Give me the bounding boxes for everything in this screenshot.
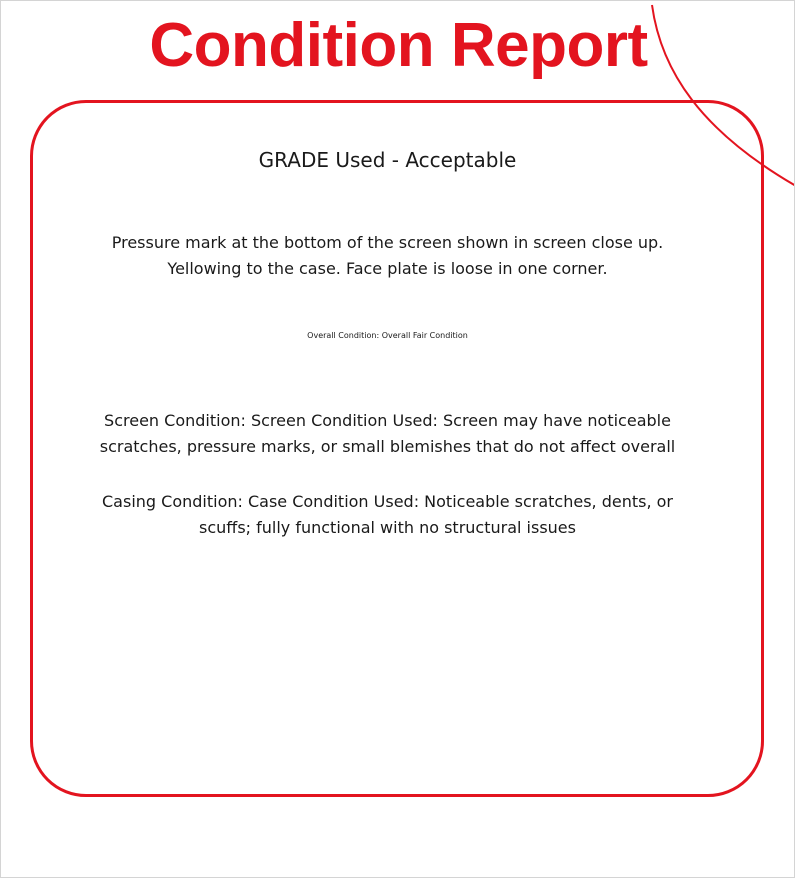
casing-condition: Casing Condition: Case Condition Used: Noticeable scratches, dents, or scuffs; fully functional with no structural issues — [102, 492, 673, 537]
screen-condition: Screen Condition: Screen Condition Used: Screen may have noticeable scratches, pressure marks, or small blemishes that do not affect overall — [99, 411, 676, 456]
overall-condition: Overall Condition: Overall Fair Condition — [307, 331, 468, 340]
grade-heading: GRADE Used - Acceptable — [258, 148, 517, 172]
report-title: Condition Report — [149, 11, 648, 80]
condition-notes: Pressure mark at the bottom of the screen shown in screen close up. Yellowing to the case. Face plate is loose in one corner. — [111, 233, 664, 278]
